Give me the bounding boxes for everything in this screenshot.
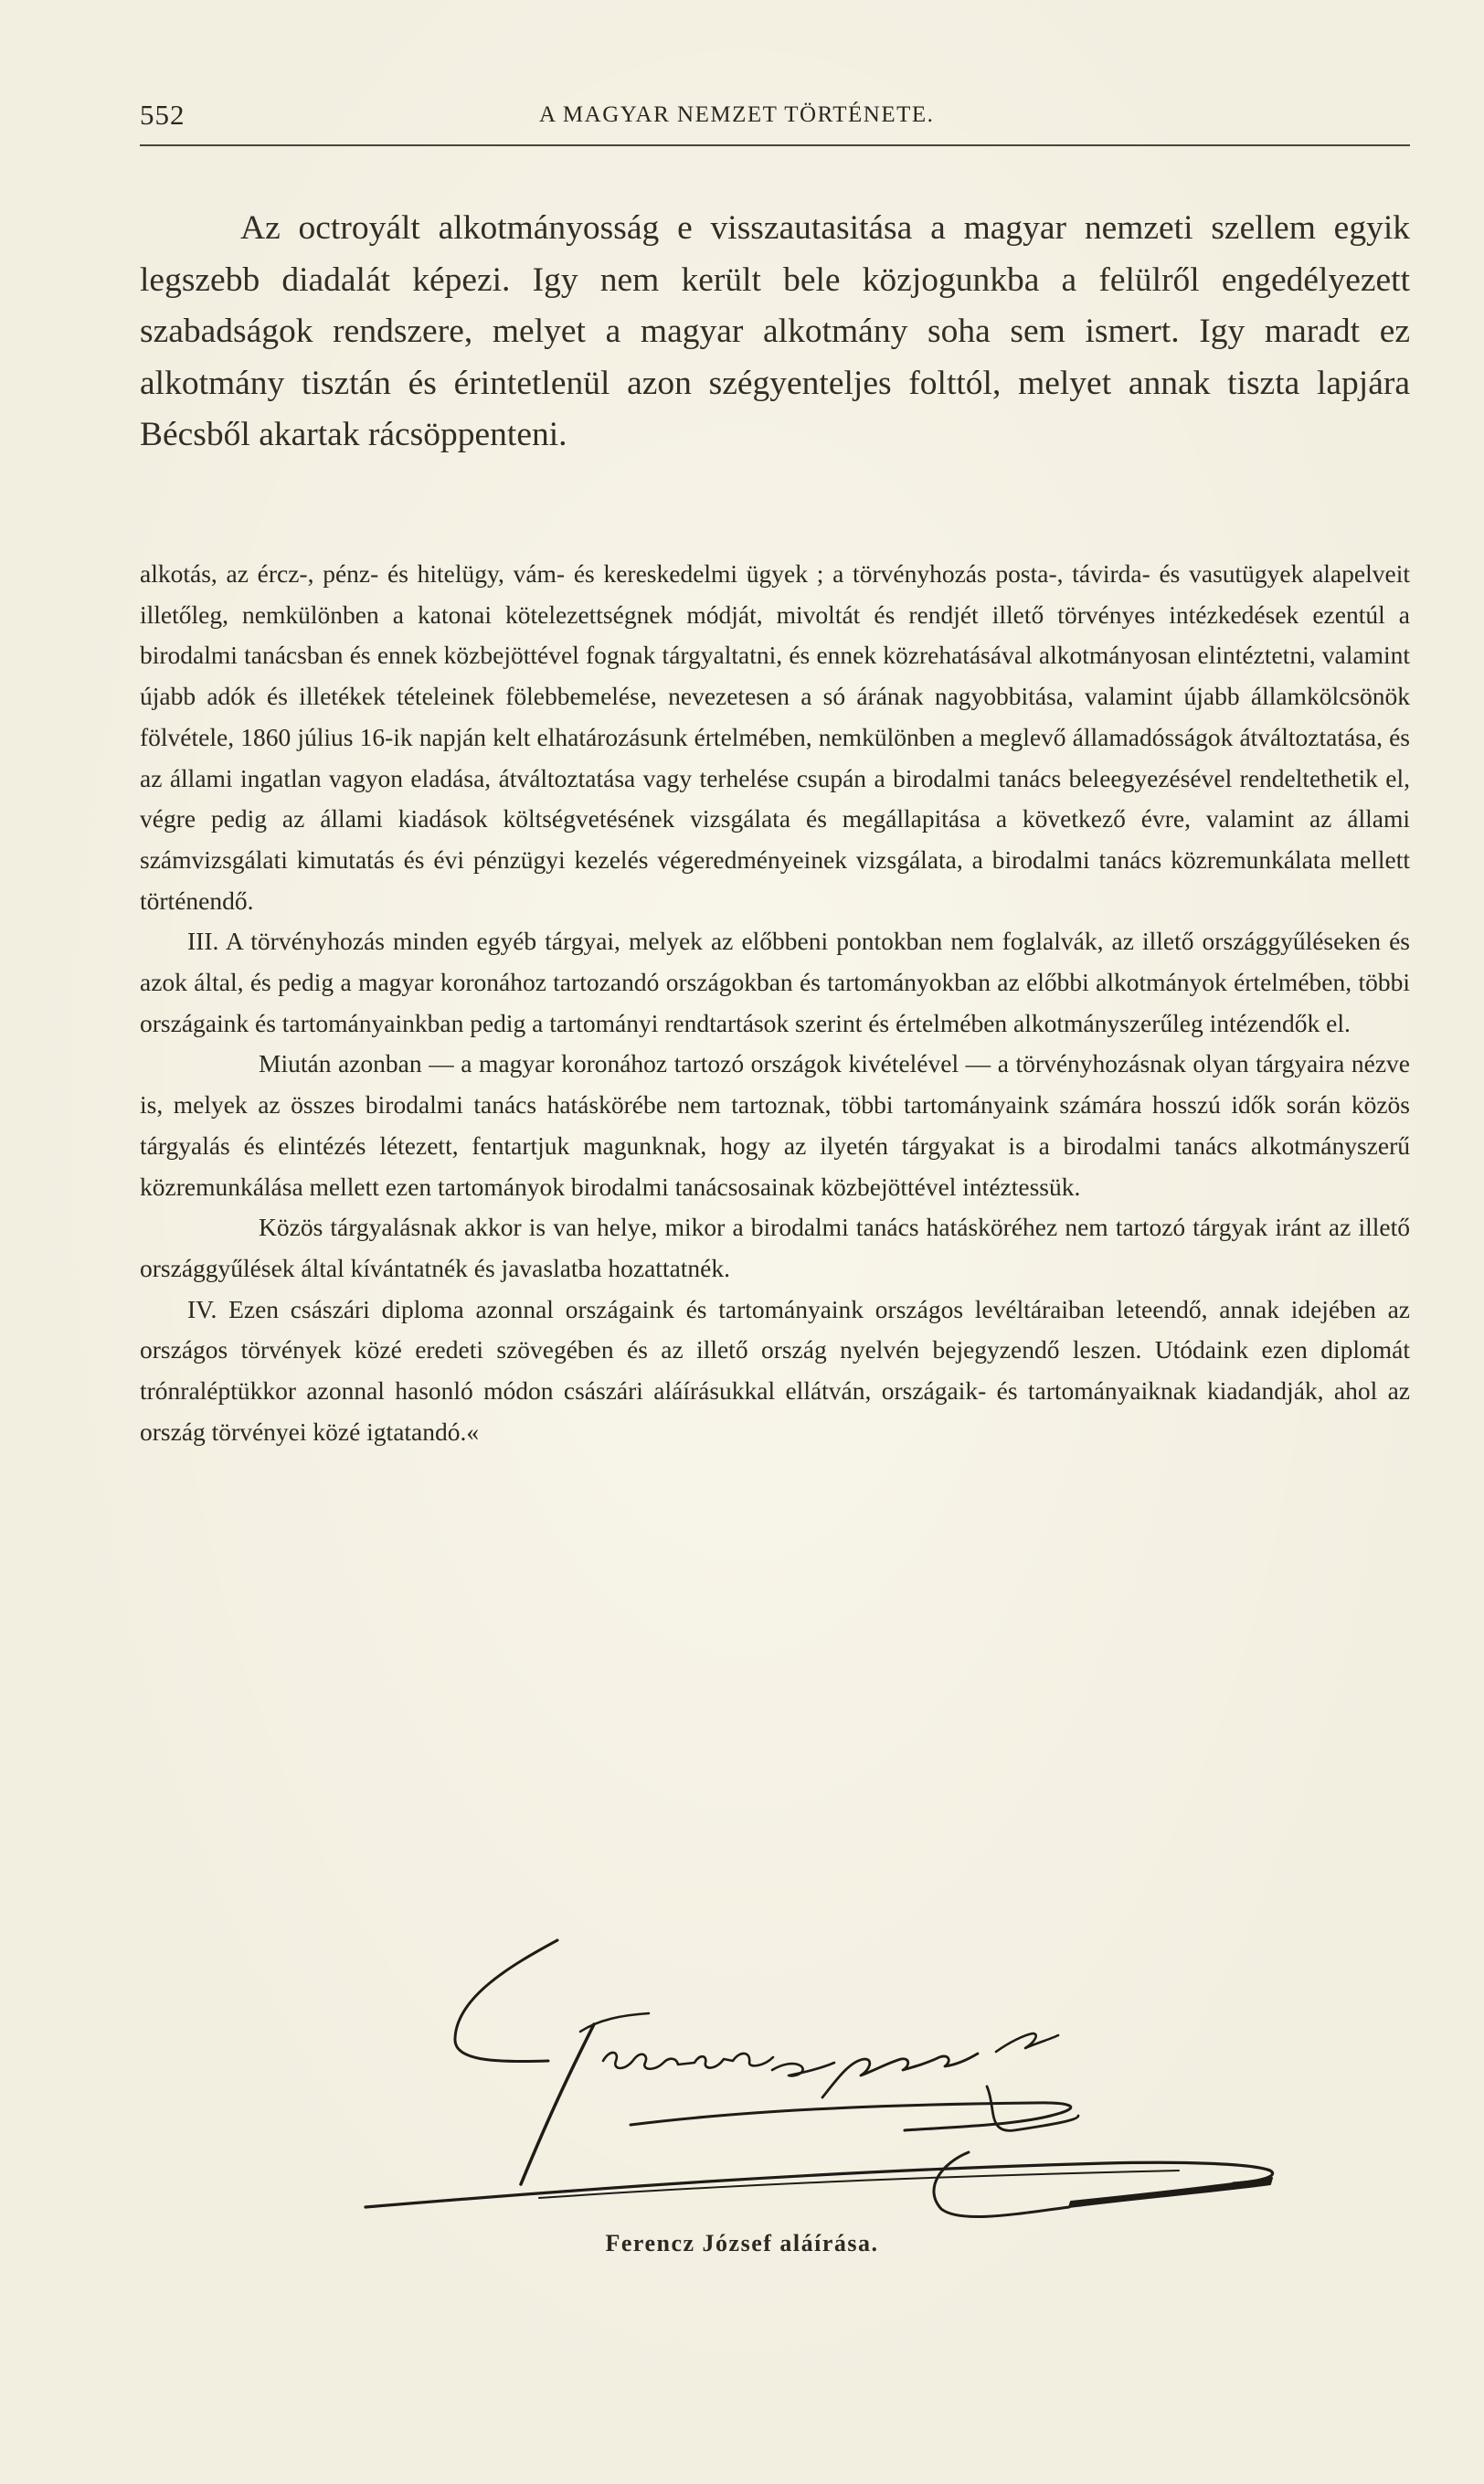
decree-text-block: [140, 554, 1410, 1452]
decree-paragraph-section-iv: IV. Ezen császári diploma azonnal országaink és tartományaink országos levéltáraiban leteendő, annak idejében az országos törvények közé eredeti szövegében és az illető ország nyelvén bejegyzendő leszen. Utódaink ezen diplomát trónraléptükkor azonnal hasonló módon császári aláírásukkal ellátván, országaik- és tartományaiknak kiadandják, ahol az ország törvényei közé igtatandó.«: [140, 1294, 1410, 1446]
decree-paragraph-section-iii: III. A törvényhozás minden egyéb tárgyai, melyek az előbbeni pontokban nem foglalvák, az illető országgyűléseken és azok által, és pedig a magyar koronához tartozandó országokban és tartományokban az előbbi alkotmányok értelmében, többi országaink és tartományainkban pedig a tartományi rendtartások szerint és értelmében alkotmányszerűleg intézendők el.: [140, 927, 1410, 1037]
running-title: A MAGYAR NEMZET TÖRTÉNETE.: [539, 102, 935, 127]
intro-paragraph-block: [140, 203, 1410, 462]
signature-caption: Ferencz József aláírása.: [605, 2230, 879, 2256]
decree-paragraph-common-legislation: Miután azonban — a magyar koronához tartozó országok kivételével — a törvényhozásnak olyan tárgyaira nézve is, melyek az összes birodalmi tanács hatáskörébe nem tartoznak, többi tartományaink számára hosszú idők során közös tárgyalás és elintézés létezett, fentartjuk magunknak, hogy az ilyetén tárgyakat is a birodalmi tanács alkotmányszerű közremunkálása mellett ezen tartományok birodalmi tanácsosainak közbejöttével intéztessük.: [140, 1049, 1410, 1201]
intro-paragraph: Az octroyált alkotmányosság e visszautasitása a magyar nemzeti szellem egyik legszebb diadalát képezi. Igy nem került bele közjogunkba a felülről engedélyezett szabadságok rendszere, melyet a magyar alkotmány soha sem ismert. Igy maradt ez alkotmány tisztán és érintetlenül azon szégyenteljes folttól, melyet annak tiszta lapjára Bécsből akartak rácsöppenteni.: [140, 209, 1410, 453]
decree-paragraph-continuation: alkotás, az ércz-, pénz- és hitelügy, vám- és kereskedelmi ügyek ; a törvényhozás posta-, távirda- és vasutügyek alapelveit illetőleg, nemkülönben a katonai kötelezettségnek módját, mivoltát és rendjét illető törvényes intézkedések ezentúl a birodalmi tanácsban és ennek közbejöttével fognak tárgyaltatni, és ennek közrehatásával alkotmányosan elintéztetni, valamint újabb adók és illetékek tételeinek fölebbemelése, nevezetesen a só árának nagyobbitása, valamint újabb államkölcsönök fölvétele, 1860 július 16-ik napján kelt elhatározásunk értelmében, nemkülönben a meglevő államadósságok átváltoztatása, és az állami ingatlan vagyon eladása, átváltoztatása vagy terhelése csupán a birodalmi tanács beleegyezésével rendeltethetik el, végre pedig az állami kiadások költségvetésének vizsgálata és megállapitása a következő évre, valamint az állami számvizsgálati kimutatás és évi pénzügyi kezelés végeredményeinek vizsgálata, a birodalmi tanács közremunkálata mellett történendő.: [140, 559, 1410, 915]
page-number: 552: [140, 99, 186, 131]
running-head: [140, 99, 1410, 146]
handwritten-signature: [356, 1924, 1288, 2235]
decree-paragraph-common-negotiation: Közös tárgyalásnak akkor is van helye, mikor a birodalmi tanács hatásköréhez nem tartozó tárgyak iránt az illető országgyűlések által kívántatnék és javaslatba hozattatnék.: [140, 1213, 1410, 1282]
